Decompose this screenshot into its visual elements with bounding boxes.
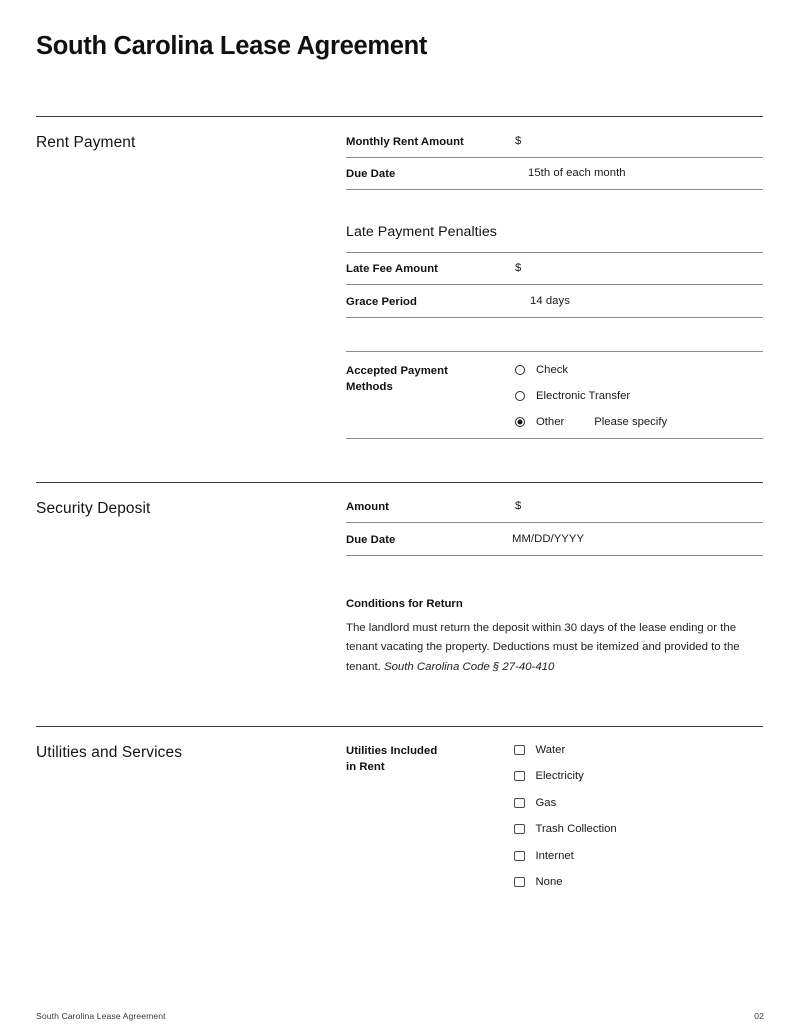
subsection-divider-late-payment-penalties — [346, 252, 763, 253]
section-label-rent-payment: Rent Payment — [36, 134, 136, 151]
section-divider-security-deposit — [36, 482, 763, 483]
page-title: South Carolina Lease Agreement — [36, 32, 428, 60]
checkbox-label-none: None — [535, 876, 563, 888]
checkbox-icon-electricity[interactable] — [514, 771, 525, 782]
field-value-grace-period[interactable]: 14 days — [530, 295, 570, 307]
footer-page-number: 02 — [754, 1011, 764, 1021]
conditions-for-return-body — [346, 619, 764, 677]
field-label-accepted-payment-methods — [346, 364, 448, 395]
utilities-label-line2: in Rent — [346, 760, 385, 773]
checkbox-label-gas: Gas — [535, 797, 557, 809]
accepted-payment-methods-label-line2: Methods — [346, 380, 393, 393]
field-label-utilities-included-in-rent — [346, 744, 437, 775]
radio-icon-other[interactable] — [515, 417, 525, 427]
checkbox-label-trash-collection: Trash Collection — [535, 823, 617, 835]
checkbox-icon-gas[interactable] — [514, 798, 525, 809]
field-value-rent-due-date[interactable]: 15th of each month — [528, 167, 626, 179]
radio-label-check: Check — [536, 364, 569, 376]
utilities-label-line1: Utilities Included — [346, 745, 438, 757]
conditions-legal-citation: South Carolina Code § 27-40-410 — [384, 660, 555, 673]
radio-label-electronic-transfer: Electronic Transfer — [536, 390, 631, 402]
checkbox-icon-trash-collection[interactable] — [514, 824, 525, 835]
checkbox-option-gas[interactable] — [514, 797, 556, 809]
checkbox-option-internet[interactable] — [514, 850, 574, 862]
subsection-divider-payment-methods-bottom — [346, 438, 763, 439]
field-value-deposit-amount[interactable]: $ — [515, 500, 522, 512]
field-label-late-fee-amount: Late Fee Amount — [346, 263, 438, 275]
radio-label-other: Other — [536, 416, 565, 428]
radio-option-check[interactable] — [515, 364, 568, 376]
field-underline-rent-due-date — [346, 189, 763, 190]
checkbox-option-water[interactable] — [514, 744, 565, 756]
field-value-monthly-rent-amount[interactable]: $ — [515, 135, 522, 147]
checkbox-icon-water[interactable] — [514, 745, 525, 756]
field-value-late-fee-amount[interactable]: $ — [515, 262, 522, 274]
checkbox-option-electricity[interactable] — [514, 770, 584, 782]
radio-hint-other-please-specify[interactable]: Please specify — [594, 416, 668, 428]
field-underline-deposit-amount — [346, 522, 763, 523]
radio-icon-check[interactable] — [515, 365, 525, 375]
checkbox-icon-internet[interactable] — [514, 851, 525, 862]
field-underline-late-fee-amount — [346, 284, 763, 285]
field-label-grace-period: Grace Period — [346, 296, 417, 308]
checkbox-option-trash-collection[interactable] — [514, 823, 617, 835]
section-label-utilities-and-services: Utilities and Services — [36, 744, 183, 761]
field-label-rent-due-date: Due Date — [346, 168, 396, 180]
checkbox-icon-none[interactable] — [514, 877, 525, 888]
field-underline-monthly-rent-amount — [346, 157, 763, 158]
radio-option-other[interactable] — [515, 416, 667, 428]
radio-option-electronic-transfer[interactable] — [515, 390, 630, 402]
subsection-heading-late-payment-penalties: Late Payment Penalties — [346, 224, 497, 240]
checkbox-label-internet: Internet — [535, 850, 574, 862]
checkbox-option-none[interactable] — [514, 876, 563, 888]
field-label-monthly-rent-amount: Monthly Rent Amount — [346, 136, 464, 148]
subsection-heading-conditions-for-return: Conditions for Return — [346, 598, 463, 610]
field-underline-grace-period — [346, 317, 763, 318]
footer-document-name: South Carolina Lease Agreement — [36, 1011, 166, 1021]
section-divider-rent-payment — [36, 116, 763, 117]
section-divider-utilities — [36, 726, 763, 727]
field-label-deposit-amount: Amount — [346, 501, 389, 513]
accepted-payment-methods-label-line1: Accepted Payment — [346, 365, 448, 377]
checkbox-label-electricity: Electricity — [535, 770, 584, 782]
conditions-body-text: The landlord must return the deposit within 30 days of the lease ending or the tenant vacating the property. Deductions must be itemized and provided to the tenant. — [346, 622, 740, 673]
field-underline-deposit-due-date — [346, 555, 763, 556]
field-value-deposit-due-date[interactable]: MM/DD/YYYY — [512, 533, 585, 545]
section-label-security-deposit: Security Deposit — [36, 500, 151, 517]
radio-icon-electronic-transfer[interactable] — [515, 391, 525, 401]
checkbox-label-water: Water — [535, 744, 566, 756]
subsection-divider-payment-methods-top — [346, 351, 763, 352]
field-label-deposit-due-date: Due Date — [346, 534, 396, 546]
